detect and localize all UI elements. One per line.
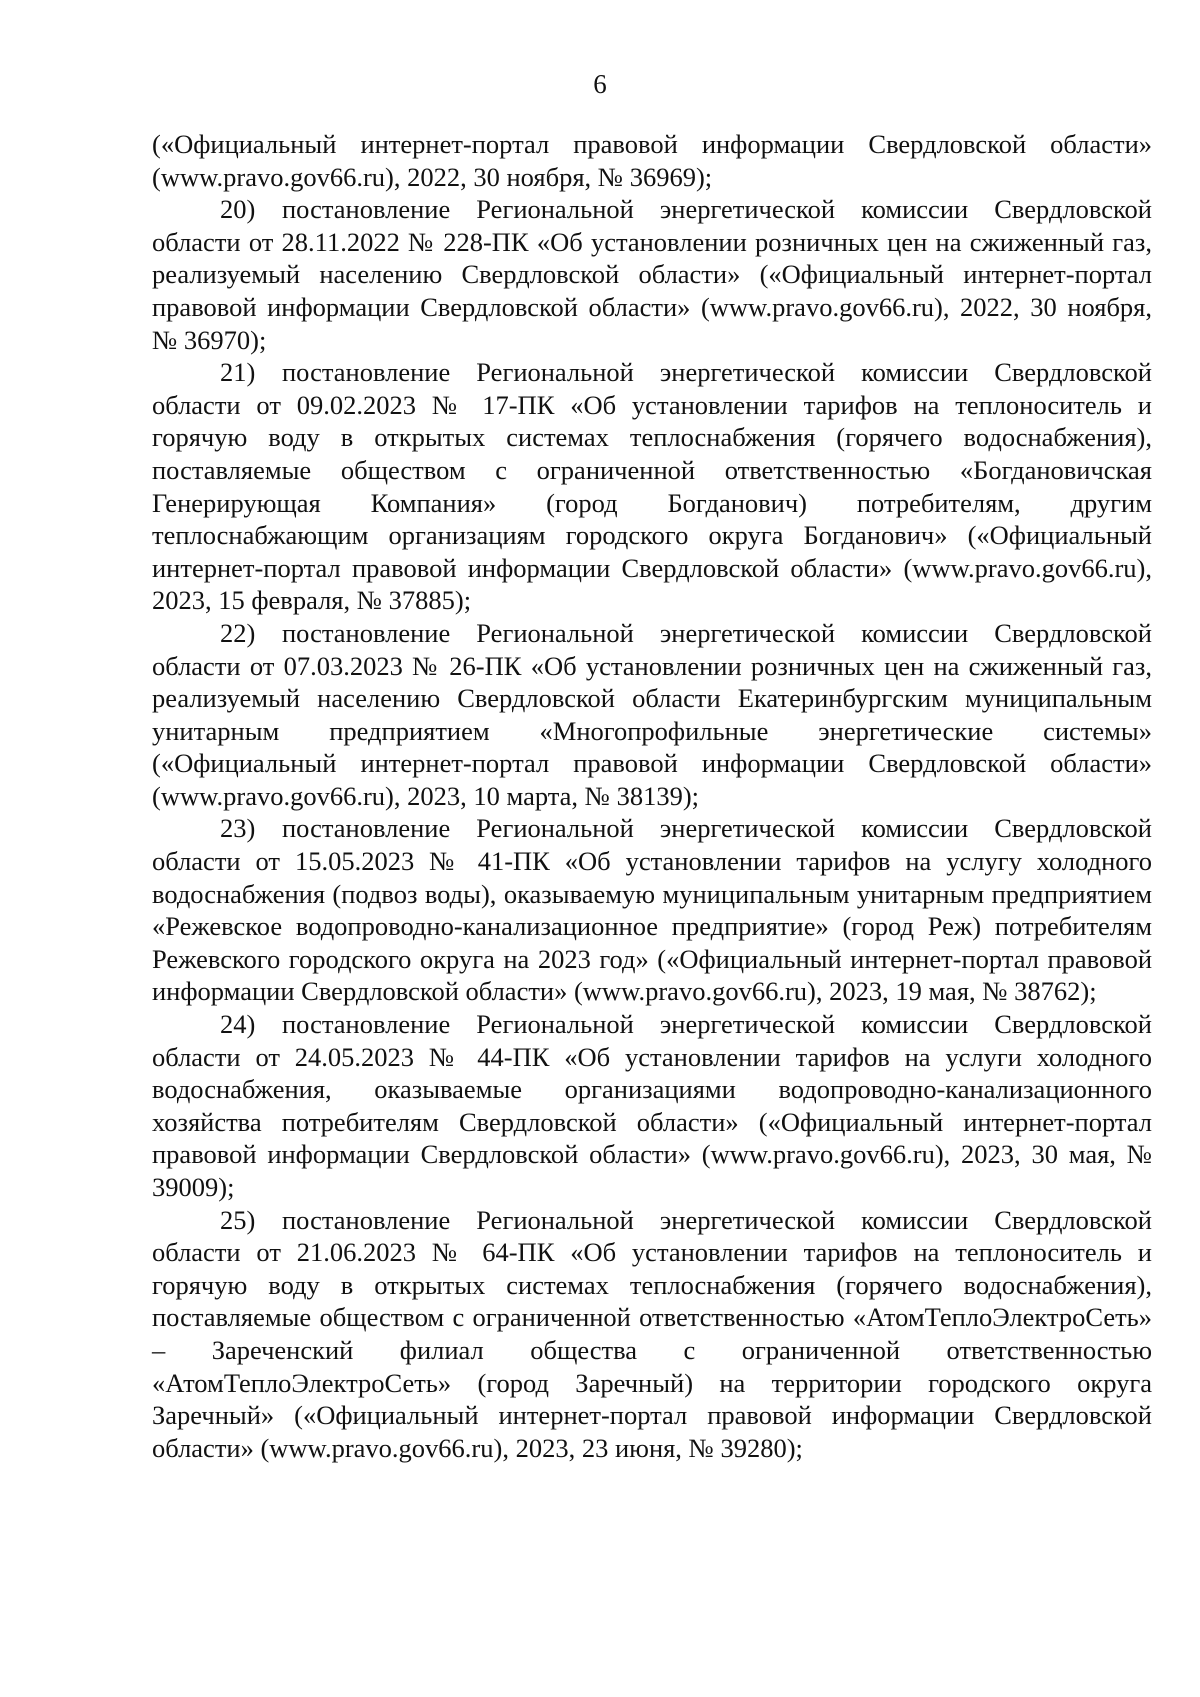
- list-item-23: [152, 812, 1152, 1008]
- list-item-continuation: [152, 128, 1152, 193]
- item-number: 23): [220, 813, 256, 844]
- list-item-20: [152, 193, 1152, 356]
- item-text: постановление Региональной энергетической комиссии Свердловской области от 21.06.2023 № 64-ПК «Об установлении тарифов на теплоноситель и горячую воду в открытых системах теплоснабжения (горячего водоснабжения), поставляемые обществом с ограниченной ответственностью «АтомТеплоЭлектроСеть» – Зареченский филиал общества с ограниченной ответственностью «АтомТеплоЭлектроСеть» (город Заречный) на территории городского округа Заречный» («Официальный интернет-портал правовой информации Свердловской области» (www.pravo.gov66.ru), 2023, 23 июня, № 39280);: [152, 1204, 1152, 1463]
- item-text: постановление Региональной энергетической комиссии Свердловской области от 15.05.2023 № 41-ПК «Об установлении тарифов на услугу холодного водоснабжения (подвоз воды), оказываемую муниципальным унитарным предприятием «Режевское водопроводно-канализационное предприятие» (город Реж) потребителям Режевского городского округа на 2023 год» («Официальный интернет-портал правовой информации Свердловской области» (www.pravo.gov66.ru), 2023, 19 мая, № 38762);: [152, 813, 1152, 1007]
- item-number: 21): [220, 357, 256, 388]
- item-text: постановление Региональной энергетической комиссии Свердловской области от 28.11.2022 № 228-ПК «Об установлении розничных цен на сжиженный газ, реализуемый населению Свердловской области» («Официальный интернет-портал правовой информации Свердловской области» (www.pravo.gov66.ru), 2022, 30 ноября, № 36970);: [152, 194, 1152, 355]
- item-text: постановление Региональной энергетической комиссии Свердловской области от 09.02.2023 № 17-ПК «Об установлении тарифов на теплоноситель и горячую воду в открытых системах теплоснабжения (горячего водоснабжения), поставляемые обществом с ограниченной ответственностью «Богдановичская Генерирующая Компания» (город Богданович) потребителям, другим теплоснабжающим организациям городского округа Богданович» («Официальный интернет-портал правовой информации Свердловской области» (www.pravo.gov66.ru), 2023, 15 февраля, № 37885);: [152, 357, 1152, 616]
- list-item-25: [152, 1204, 1152, 1465]
- item-text: («Официальный интернет-портал правовой информации Свердловской области» (www.pravo.gov66.ru), 2022, 30 ноября, № 36969);: [152, 129, 1152, 192]
- item-number: 25): [220, 1204, 256, 1235]
- item-number: 22): [220, 617, 256, 648]
- page-number: 6: [593, 69, 607, 99]
- list-item-21: [152, 356, 1152, 617]
- item-number: 20): [220, 194, 256, 225]
- item-text: постановление Региональной энергетической комиссии Свердловской области от 07.03.2023 № 26-ПК «Об установлении розничных цен на сжиженный газ, реализуемый населению Свердловской области Екатеринбургским муниципальным унитарным предприятием «Многопрофильные энергетические системы» («Официальный интернет-портал правовой информации Свердловской области» (www.pravo.gov66.ru), 2023, 10 марта, № 38139);: [152, 617, 1152, 811]
- item-text: постановление Региональной энергетической комиссии Свердловской области от 24.05.2023 № 44-ПК «Об установлении тарифов на услуги холодного водоснабжения, оказываемые организациями водопроводно-канализационного хозяйства потребителям Свердловской области» («Официальный интернет-портал правовой информации Свердловской области» (www.pravo.gov66.ru), 2023, 30 мая, № 39009);: [152, 1009, 1152, 1202]
- list-item-24: [152, 1008, 1152, 1204]
- document-body: [152, 128, 1152, 1464]
- item-number: 24): [220, 1009, 256, 1040]
- list-item-22: [152, 617, 1152, 813]
